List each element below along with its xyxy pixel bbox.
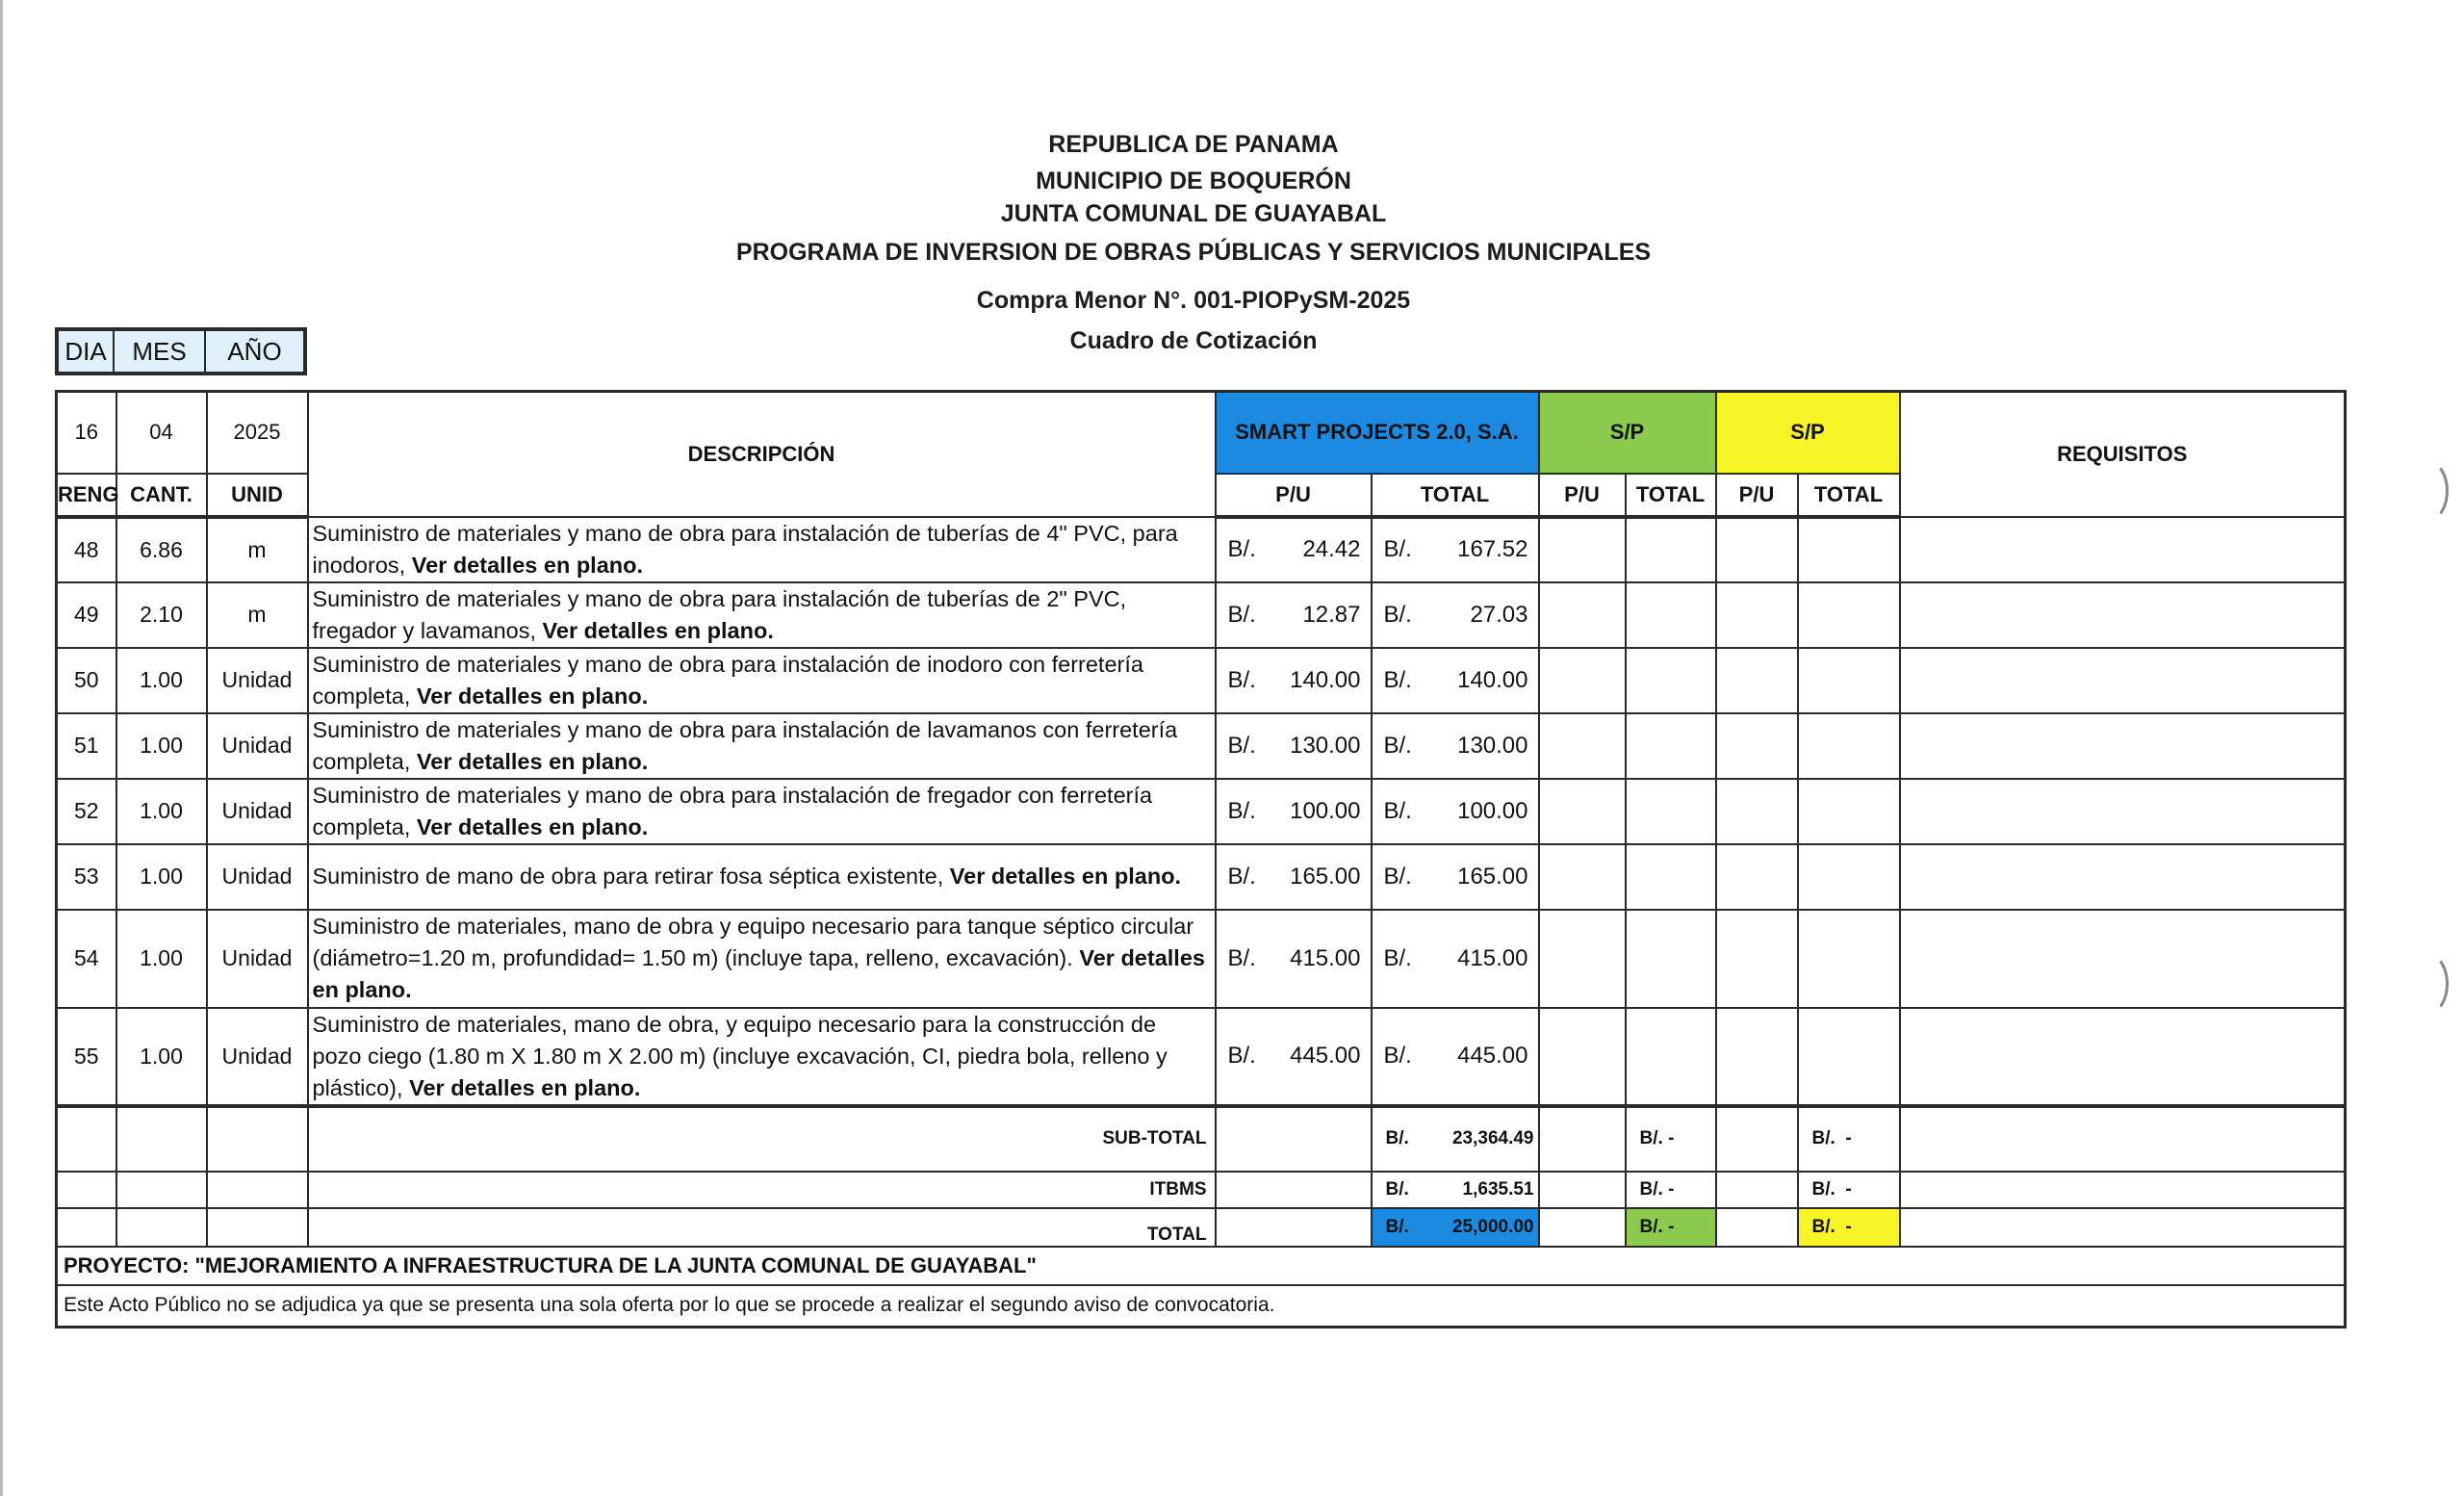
mes-label: MES	[114, 329, 205, 374]
bidder2-total: B/. -	[1626, 1208, 1716, 1247]
bidder2-total-cell	[1626, 779, 1716, 844]
bidder3-pu-cell	[1716, 1008, 1798, 1106]
table-row	[57, 910, 2346, 1008]
subtotal-value: 23,364.49	[1451, 1128, 1534, 1148]
currency-label: B/.	[1227, 732, 1256, 759]
requisitos-cell	[1900, 648, 2346, 713]
unid-cell: Unidad	[207, 713, 308, 779]
table-row	[57, 1008, 2346, 1106]
currency-label: B/.	[1383, 601, 1412, 628]
total-value: 140.00	[1457, 666, 1528, 693]
bidder3-total-cell	[1798, 713, 1900, 779]
total-cell	[1372, 517, 1539, 582]
description-text: Suministro de materiales, mano de obra, y equipo necesario para la construcción de pozo ciego (1.80 m X 1.80 m X 2.00 m) (incluye excavación, CI, piedra bola, relleno y plástico),	[312, 1011, 1168, 1100]
description-cell	[308, 910, 1216, 1008]
date-anio: 2025	[207, 392, 308, 474]
total-cell	[1372, 910, 1539, 1008]
bidder3-total-cell	[1798, 582, 1900, 648]
description-text: Suministro de materiales, mano de obra y equipo necesario para tanque séptico circular (diámetro=1.20 m, profundidad= 1.50 m) (incluye tapa, relleno, excavación).	[312, 914, 1194, 970]
pu-value: 100.00	[1290, 797, 1361, 824]
cant-cell: 1.00	[116, 910, 207, 1008]
currency-label: B/.	[1227, 797, 1256, 824]
description-cell	[308, 844, 1216, 910]
reng-cell: 53	[57, 844, 116, 910]
pu-value: 165.00	[1290, 863, 1361, 890]
currency-label: B/.	[1227, 944, 1256, 971]
unid-cell: Unidad	[207, 844, 308, 910]
date-dia: 16	[57, 392, 116, 474]
anio-label: AÑO	[205, 329, 305, 374]
itbms-value-cell: B/. 1,635.51	[1372, 1172, 1539, 1208]
description-link-text: Ver detalles en plano.	[949, 864, 1182, 889]
cant-cell: 1.00	[116, 844, 207, 910]
total-label: TOTAL	[308, 1208, 1216, 1247]
bidder2-header: S/P	[1539, 392, 1716, 474]
table-row	[57, 713, 2346, 779]
bidder2-total-cell	[1626, 713, 1716, 779]
total-cell	[1372, 779, 1539, 844]
unid-cell: Unidad	[207, 779, 308, 844]
pu-value: 12.87	[1302, 601, 1361, 628]
subtotal-label: SUB-TOTAL	[308, 1106, 1216, 1172]
total-value: 130.00	[1457, 732, 1528, 759]
cant-header: CANT.	[116, 474, 207, 517]
unid-cell: Unidad	[207, 910, 308, 1008]
currency-label: B/.	[1227, 536, 1256, 562]
currency-label: B/.	[1383, 732, 1412, 759]
pu-cell	[1216, 582, 1372, 648]
description-text: Suministro de materiales y mano de obra para instalación de tuberías de 2" PVC, fregador y lavamanos,	[312, 585, 1127, 643]
bidder2-pu-cell	[1539, 844, 1626, 910]
pu-cell	[1216, 779, 1372, 844]
table-row	[57, 517, 2346, 582]
total-cell	[1372, 713, 1539, 779]
description-cell	[308, 582, 1216, 648]
description-text: Suministro de mano de obra para retirar fosa séptica existente,	[312, 864, 950, 889]
bidder2-pu-cell	[1539, 582, 1626, 648]
requisitos-cell	[1900, 517, 2346, 582]
description-cell	[308, 779, 1216, 844]
quotation-table	[55, 390, 2347, 1328]
description-cell	[308, 648, 1216, 713]
requisitos-cell	[1900, 779, 2346, 844]
reng-cell: 54	[57, 910, 116, 1008]
bidder3-pu-cell	[1716, 648, 1798, 713]
pu-value: 24.42	[1302, 536, 1361, 562]
unid-cell: m	[207, 517, 308, 582]
dia-label: DIA	[57, 329, 114, 374]
description-text: Suministro de materiales y mano de obra para instalación de inodoro con ferretería completa,	[312, 651, 1143, 709]
bidder1-total-header: TOTAL	[1372, 474, 1539, 517]
currency-label: B/.	[1383, 863, 1412, 890]
requisitos-cell	[1900, 1008, 2346, 1106]
unid-cell: Unidad	[207, 648, 308, 713]
bidder2-pu-cell	[1539, 779, 1626, 844]
cant-cell: 2.10	[116, 582, 207, 648]
currency-label: B/.	[1383, 944, 1412, 971]
cant-cell: 1.00	[116, 648, 207, 713]
bidder2-total-cell	[1626, 844, 1716, 910]
pu-cell	[1216, 910, 1372, 1008]
nota-text: Este Acto Público no se adjudica ya que se presenta una sola oferta por lo que se procede a realizar el segundo aviso de convocatoria.	[57, 1285, 2346, 1328]
unid-header: UNID	[207, 474, 308, 517]
description-cell	[308, 517, 1216, 582]
bidder2-total-header: TOTAL	[1626, 474, 1716, 517]
bidder2-total-cell	[1626, 648, 1716, 713]
cant-cell: 1.00	[116, 779, 207, 844]
bidder1-header: SMART PROJECTS 2.0, S.A.	[1216, 392, 1539, 474]
pu-cell	[1216, 648, 1372, 713]
bidder2-pu-cell	[1539, 910, 1626, 1008]
bidder2-total-cell	[1626, 1008, 1716, 1106]
header-junta: JUNTA COMUNAL DE GUAYABAL	[1000, 200, 1387, 227]
total-value: 25,000.00	[1451, 1216, 1534, 1237]
bidder3-total-cell	[1798, 844, 1900, 910]
currency-label: B/.	[1385, 1128, 1409, 1148]
description-link-text: Ver detalles en plano.	[312, 945, 1205, 1002]
table-row	[57, 844, 2346, 910]
bidder3-pu-header: P/U	[1716, 474, 1798, 517]
requisitos-cell	[1900, 582, 2346, 648]
description-link-text: Ver detalles en plano.	[542, 617, 774, 643]
punch-hole-mark	[2408, 460, 2449, 522]
pu-value: 445.00	[1290, 1043, 1361, 1069]
reng-header: RENG	[57, 474, 116, 517]
bidder3-total-cell	[1798, 517, 1900, 582]
description-cell	[308, 1008, 1216, 1106]
reng-cell: 50	[57, 648, 116, 713]
unid-cell: m	[207, 582, 308, 648]
bidder2-total-cell	[1626, 910, 1716, 1008]
bidder3-itbms: B/. -	[1798, 1172, 1900, 1208]
bidder3-total-header: TOTAL	[1798, 474, 1900, 517]
currency-label: B/.	[1383, 1043, 1412, 1069]
pu-cell	[1216, 517, 1372, 582]
bidder2-pu-cell	[1539, 648, 1626, 713]
total-value: 100.00	[1457, 797, 1528, 824]
total-cell	[1372, 1008, 1539, 1106]
total-value: 167.52	[1457, 536, 1528, 562]
reng-cell: 51	[57, 713, 116, 779]
bidder2-subtotal: B/. -	[1626, 1106, 1716, 1172]
bidder3-pu-cell	[1716, 517, 1798, 582]
itbms-label: ITBMS	[308, 1172, 1216, 1208]
pu-cell	[1216, 713, 1372, 779]
description-cell	[308, 713, 1216, 779]
bidder2-pu-cell	[1539, 713, 1626, 779]
total-value: 415.00	[1457, 944, 1528, 971]
bidder3-pu-cell	[1716, 779, 1798, 844]
currency-label: B/.	[1383, 666, 1412, 693]
description-link-text: Ver detalles en plano.	[409, 1074, 641, 1100]
table-row	[57, 582, 2346, 648]
pu-value: 130.00	[1290, 732, 1361, 759]
reng-cell: 52	[57, 779, 116, 844]
pu-cell	[1216, 844, 1372, 910]
header-program: PROGRAMA DE INVERSION DE OBRAS PÚBLICAS Y SERVICIOS MUNICIPALES	[735, 239, 1652, 266]
bidder3-total-cell	[1798, 779, 1900, 844]
pu-value: 415.00	[1290, 944, 1361, 971]
description-text: Suministro de materiales y mano de obra para instalación de tuberías de 4" PVC, para inodoros,	[312, 520, 1178, 578]
reng-cell: 49	[57, 582, 116, 648]
currency-label: B/.	[1227, 666, 1256, 693]
reng-cell: 55	[57, 1008, 116, 1106]
subtotal-value-cell	[1372, 1106, 1539, 1172]
bidder2-pu-header: P/U	[1539, 474, 1626, 517]
total-cell	[1372, 844, 1539, 910]
bidder2-pu-cell	[1539, 517, 1626, 582]
total-cell	[1372, 648, 1539, 713]
total-value: 165.00	[1457, 863, 1528, 890]
header-municipality: MUNICIPIO DE BOQUERÓN	[1036, 168, 1351, 194]
descripcion-header: DESCRIPCIÓN	[308, 392, 1216, 517]
currency-label: B/.	[1227, 863, 1256, 890]
pu-cell	[1216, 1008, 1372, 1106]
currency-label: B/.	[1383, 536, 1412, 562]
cant-cell: 1.00	[116, 1008, 207, 1106]
bidder3-total-cell	[1798, 1008, 1900, 1106]
bidder3-header: S/P	[1716, 392, 1900, 474]
header-compra: Compra Menor N°. 001-PIOPySM-2025	[976, 287, 1411, 314]
unid-cell: Unidad	[207, 1008, 308, 1106]
bidder2-pu-cell	[1539, 1008, 1626, 1106]
pu-value: 140.00	[1290, 666, 1361, 693]
header-cuadro: Cuadro de Cotización	[1069, 327, 1318, 354]
cant-cell: 6.86	[116, 517, 207, 582]
currency-label: B/.	[1383, 797, 1412, 824]
date-table	[55, 327, 307, 375]
bidder3-pu-cell	[1716, 582, 1798, 648]
bidder3-subtotal: B/. -	[1798, 1106, 1900, 1172]
description-link-text: Ver detalles en plano.	[416, 748, 649, 774]
total-value-cell: B/. 25,000.00	[1372, 1208, 1539, 1247]
bidder3-total-cell	[1798, 648, 1900, 713]
total-value: 445.00	[1457, 1043, 1528, 1069]
description-link-text: Ver detalles en plano.	[416, 813, 649, 839]
punch-hole-mark	[2408, 953, 2449, 1015]
currency-label: B/.	[1227, 1043, 1256, 1069]
description-text: Suministro de materiales y mano de obra para instalación de fregador con ferretería completa,	[312, 782, 1153, 839]
description-link-text: Ver detalles en plano.	[416, 683, 649, 709]
bidder3-pu-cell	[1716, 844, 1798, 910]
requisitos-cell	[1900, 910, 2346, 1008]
header-country: REPUBLICA DE PANAMA	[1048, 131, 1339, 158]
proyecto-text: PROYECTO: "MEJORAMIENTO A INFRAESTRUCTURA DE LA JUNTA COMUNAL DE GUAYABAL"	[57, 1247, 2346, 1285]
bidder3-pu-cell	[1716, 713, 1798, 779]
bidder3-pu-cell	[1716, 910, 1798, 1008]
bidder2-total-cell	[1626, 582, 1716, 648]
cant-cell: 1.00	[116, 713, 207, 779]
requisitos-cell	[1900, 713, 2346, 779]
bidder3-total-cell	[1798, 910, 1900, 1008]
description-text: Suministro de materiales y mano de obra para instalación de lavamanos con ferretería completa,	[312, 716, 1178, 774]
currency-label: B/.	[1227, 601, 1256, 628]
bidder2-total-cell	[1626, 517, 1716, 582]
itbms-value: 1,635.51	[1462, 1178, 1534, 1199]
total-cell	[1372, 582, 1539, 648]
description-link-text: Ver detalles en plano.	[411, 552, 644, 578]
table-row	[57, 779, 2346, 844]
reng-cell: 48	[57, 517, 116, 582]
bidder3-total: B/. -	[1798, 1208, 1900, 1247]
table-row	[57, 648, 2346, 713]
bidder2-itbms: B/. -	[1626, 1172, 1716, 1208]
bidder1-pu-header: P/U	[1216, 474, 1372, 517]
requisitos-cell	[1900, 844, 2346, 910]
requisitos-header: REQUISITOS	[1900, 392, 2346, 517]
date-mes: 04	[116, 392, 207, 474]
total-value: 27.03	[1470, 601, 1528, 628]
